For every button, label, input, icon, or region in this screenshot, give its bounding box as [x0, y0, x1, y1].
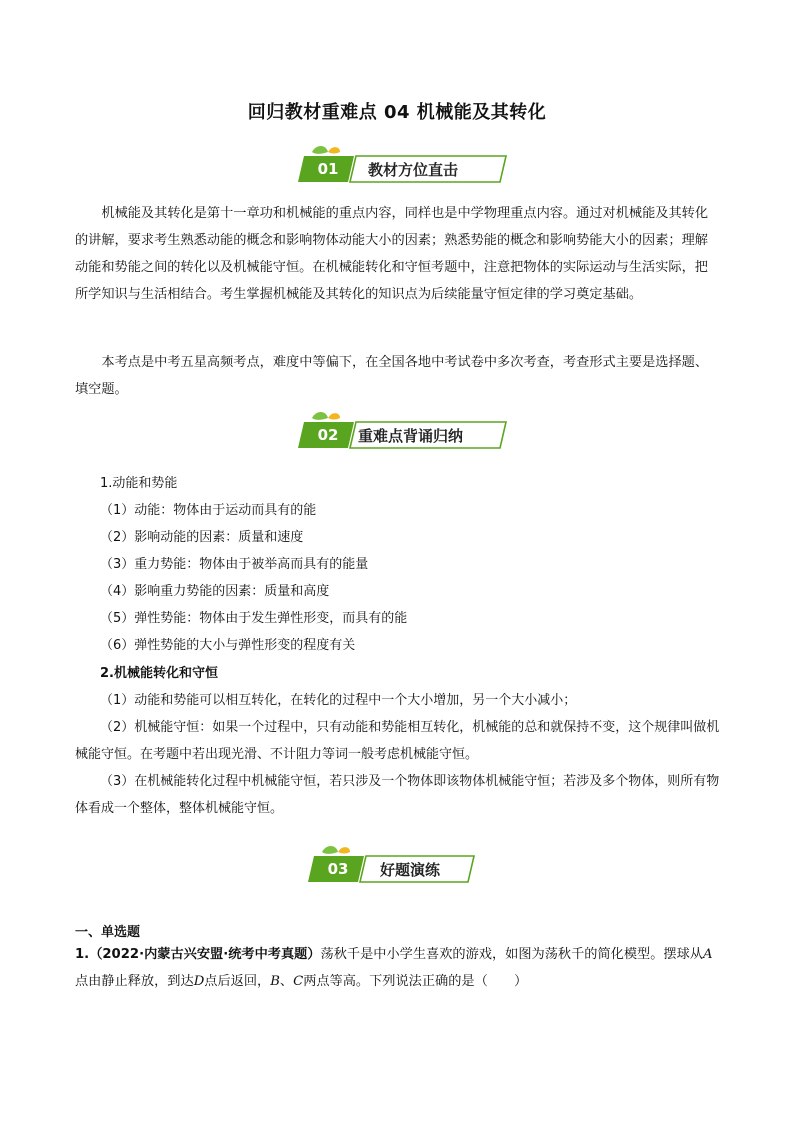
section-label: 好题演练: [380, 861, 441, 879]
section-banner-01: [298, 146, 508, 186]
point-label: A: [702, 947, 713, 962]
summary-item: （3）在机械能转化过程中机械能守恒，若只涉及一个物体即该物体机械能守恒；若涉及多个物体，则所有物体看成一个整体，整体机械能守恒。: [75, 774, 720, 816]
leaf-icon: [328, 413, 340, 419]
summary-item: （3）重力势能：物体由于被举高而具有的能量: [100, 557, 369, 572]
question-1: [75, 941, 720, 995]
separator: 、: [279, 974, 294, 989]
section-number: 03: [327, 860, 349, 878]
summary-item: （2）机械能守恒：如果一个过程中，只有动能和势能相互转化，机械能的总和就保持不变，这个规律叫做机械能守恒。在考题中若出现光滑、不计阻力等词一般考虑机械能守恒。: [75, 720, 720, 762]
summary-item: （5）弹性势能：物体由于发生弹性形变，而具有的能: [100, 611, 408, 626]
section-number: 01: [317, 160, 339, 178]
summary-item: （1）动能和势能可以相互转化，在转化的过程中一个大小增加，另一个大小减小；: [100, 693, 577, 708]
question-text: 点后返回，: [204, 974, 271, 989]
summary-item: （2）影响动能的因素：质量和速度: [100, 530, 304, 545]
leaf-icon: [328, 147, 340, 153]
section-label: 重难点背诵归纳: [358, 427, 464, 445]
question-text: 点由静止释放，到达: [75, 974, 194, 989]
summary-item: （1）动能：物体由于运动而具有的能: [100, 503, 317, 518]
leaf-icon: [312, 412, 328, 420]
intro-paragraph: 机械能及其转化是第十一章功和机械能的重点内容，同样也是中学物理重点内容。通过对机械能及其转化的讲解，要求考生熟悉动能的概念和影响物体动能大小的因素；熟悉势能的概念和影响势能大小的因素；理解动能和势能之间的转化以及机械能守恒。在机械能转化和守恒考题中，注意把物体的实际运动与生活实际，把所学知识与生活相结合。考生掌握机械能及其转化的知识点为后续能量守恒定律的学习奠定基础。: [75, 206, 709, 302]
leaf-icon: [312, 146, 328, 154]
intro-paragraph: 本考点是中考五星高频考点，难度中等偏下，在全国各地中考试卷中多次考查，考查形式主要是选择题、填空题。: [75, 355, 709, 397]
exercise-heading: 一、单选题: [75, 925, 141, 940]
point-label: B: [270, 974, 280, 989]
leaf-icon: [322, 846, 338, 854]
question-source: （2022·内蒙古兴安盟·统考中考真题）: [89, 947, 321, 962]
section-banner-02: [298, 412, 508, 452]
section-label: 教材方位直击: [368, 161, 459, 179]
summary-item: （6）弹性势能的大小与弹性形变的程度有关: [100, 638, 356, 653]
question-number: 1.: [75, 947, 90, 962]
summary-item: （4）影响重力势能的因素：质量和高度: [100, 584, 330, 599]
leaf-icon: [338, 847, 350, 853]
point-label: D: [193, 974, 205, 989]
question-text: 两点等高。下列说法正确的是（ ）: [303, 974, 528, 989]
page-title: 回归教材重难点 04 机械能及其转化: [247, 102, 547, 123]
section-banner-03: [308, 846, 478, 886]
question-text: 荡秋千是中小学生喜欢的游戏，如图为荡秋千的简化模型。摆球从: [320, 947, 703, 962]
summary-heading: 2.机械能转化和守恒: [100, 666, 218, 681]
summary-heading: 1.动能和势能: [100, 476, 178, 491]
point-label: C: [293, 974, 304, 989]
section-number: 02: [317, 426, 339, 444]
